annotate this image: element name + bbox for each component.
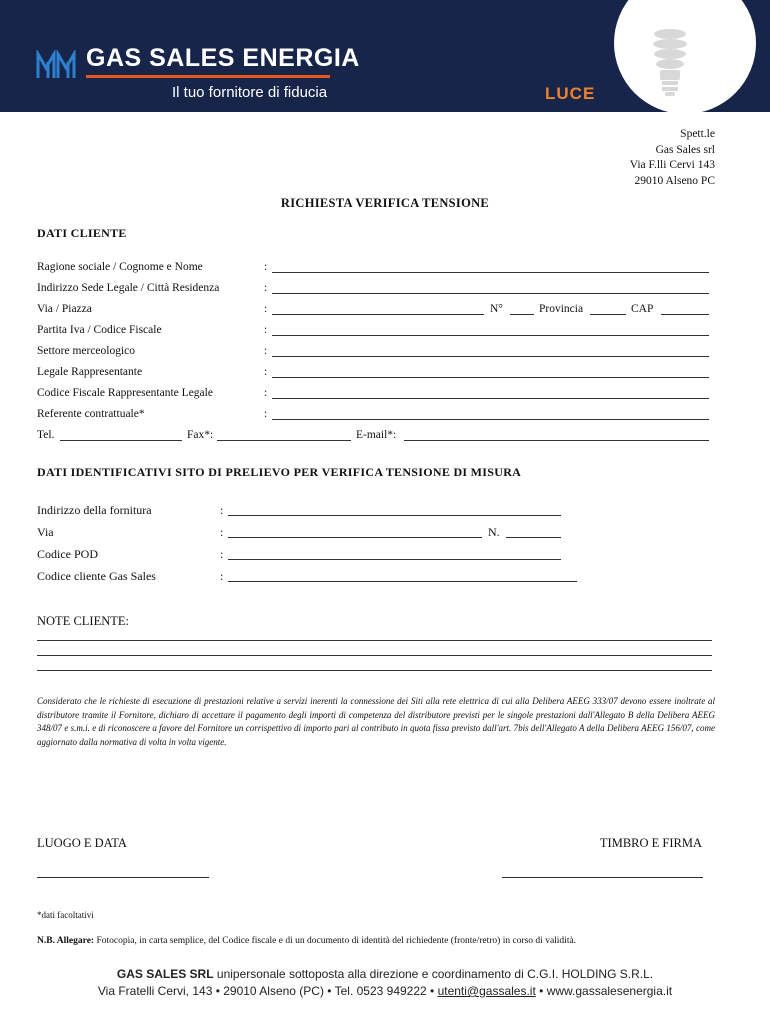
- field-label: Legale Rappresentante: [37, 366, 143, 378]
- input-line[interactable]: [228, 581, 577, 582]
- recipient-address: [630, 127, 715, 189]
- declaration-text: Considerato che le richieste di esecuzione di prestazioni relative a servizi inerenti la connessione dei Siti alla rete elettrica di cui alla Delibera AEEG 333/07 devono essere inoltrate al distributore tramite il Fornitore, dichiaro di accettare il pagamento degli importi di competenza del distributore previsti per le singole prestazioni dall'Allegato B della Delibera AEEG 348/07 e s.m.i. e di riconoscere a favore del Fornitore un corrispettivo di importo pari al contributo in quota fissa previsto dall'art. 7bis dell'Allegato A della Delibera AEEG 156/07, come aggiornato dalla normativa di volta in volta vigente.: [37, 696, 715, 747]
- notes-line[interactable]: [37, 670, 712, 671]
- input-line[interactable]: [272, 314, 484, 315]
- field-label: Codice Fiscale Rappresentante Legale: [37, 387, 213, 399]
- signature-line[interactable]: [502, 877, 703, 878]
- recipient-line: Gas Sales srl: [655, 143, 715, 156]
- notes-line[interactable]: [37, 655, 712, 656]
- input-line[interactable]: [272, 272, 709, 273]
- field-label: Codice POD: [37, 547, 98, 561]
- input-line[interactable]: [228, 515, 561, 516]
- number-input-line[interactable]: [510, 314, 534, 315]
- email-input-line[interactable]: [404, 440, 709, 441]
- tel-input-line[interactable]: [60, 440, 182, 441]
- field-label: Indirizzo della fornitura: [37, 503, 152, 517]
- footer-company-desc: unipersonale sottoposta alla direzione e coordinamento di C.G.I. HOLDING S.R.L.: [216, 967, 654, 981]
- province-label: Provincia: [539, 303, 584, 315]
- input-line[interactable]: [272, 356, 709, 357]
- input-line[interactable]: [272, 293, 709, 294]
- attachment-text: Fotocopia, in carta semplice, del Codice fiscale e di un documento di identità del richiedente (fronte/retro) in corso di validità.: [96, 936, 577, 946]
- optional-fields-note: *dati facoltativi: [37, 910, 94, 920]
- brand-underline: [86, 75, 330, 78]
- fax-input-line[interactable]: [217, 440, 351, 441]
- attachment-label: N.B. Allegare:: [37, 936, 95, 946]
- brand-tagline: Il tuo fornitore di fiducia: [172, 84, 328, 101]
- input-line[interactable]: [272, 377, 709, 378]
- input-line[interactable]: [228, 537, 482, 538]
- place-date-label: LUOGO E DATA: [37, 836, 127, 850]
- field-label: Via / Piazza: [37, 303, 92, 315]
- attachment-note: [37, 936, 697, 946]
- via-number-label: N.: [488, 525, 500, 539]
- fax-label: Fax*:: [187, 429, 214, 441]
- field-label: Codice cliente Gas Sales: [37, 569, 156, 583]
- field-label: Partita Iva / Codice Fiscale: [37, 324, 162, 336]
- footer-address: Via Fratelli Cervi, 143 • 29010 Alseno (PC) • Tel. 0523 949222 •: [97, 984, 435, 998]
- province-input-line[interactable]: [590, 314, 626, 315]
- site-section-heading: DATI IDENTIFICATIVI SITO DI PRELIEVO PER VERIFICA TENSIONE DI MISURA: [37, 465, 522, 479]
- cap-input-line[interactable]: [661, 314, 709, 315]
- tel-label: Tel.: [37, 429, 55, 441]
- footer-email-link[interactable]: utenti@gassales.it: [437, 984, 536, 998]
- stamp-sign-label: TIMBRO E FIRMA: [599, 836, 702, 850]
- input-line[interactable]: [228, 559, 561, 560]
- place-date-line[interactable]: [37, 877, 209, 878]
- field-label: Indirizzo Sede Legale / Città Residenza: [37, 282, 220, 294]
- input-line[interactable]: [272, 335, 709, 336]
- footer-address-line: [0, 984, 770, 998]
- brand-logo-icon: [36, 50, 82, 80]
- input-line[interactable]: [272, 398, 709, 399]
- recipient-line: Via F.lli Cervi 143: [629, 159, 715, 171]
- client-section-heading: DATI CLIENTE: [37, 226, 127, 240]
- field-label: Ragione sociale / Cognome e Nome: [37, 261, 203, 273]
- recipient-line: 29010 Alseno PC: [634, 174, 715, 187]
- field-label: Referente contrattuale*: [37, 408, 145, 420]
- email-label: E-mail*:: [356, 429, 397, 441]
- input-line[interactable]: [272, 419, 709, 420]
- via-number-input-line[interactable]: [506, 537, 561, 538]
- product-label: LUCE: [545, 84, 596, 103]
- header-banner: [0, 0, 770, 112]
- notes-label: NOTE CLIENTE:: [37, 614, 129, 628]
- footer-website-link[interactable]: www.gassalesenergia.it: [546, 984, 673, 998]
- field-label: Via: [37, 525, 54, 539]
- footer-separator: •: [539, 984, 544, 998]
- recipient-line: Spett.le: [680, 128, 715, 140]
- footer-company: GAS SALES SRL: [116, 967, 214, 981]
- field-label: Settore merceologico: [37, 345, 136, 357]
- notes-line[interactable]: [37, 640, 712, 641]
- footer-company-line: [0, 967, 770, 981]
- document-title: RICHIESTA VERIFICA TENSIONE: [280, 196, 490, 210]
- number-label: N°: [490, 303, 503, 315]
- cap-label: CAP: [631, 303, 654, 315]
- brand-name: GAS SALES ENERGIA: [86, 44, 360, 72]
- light-bulb-icon: [640, 26, 700, 98]
